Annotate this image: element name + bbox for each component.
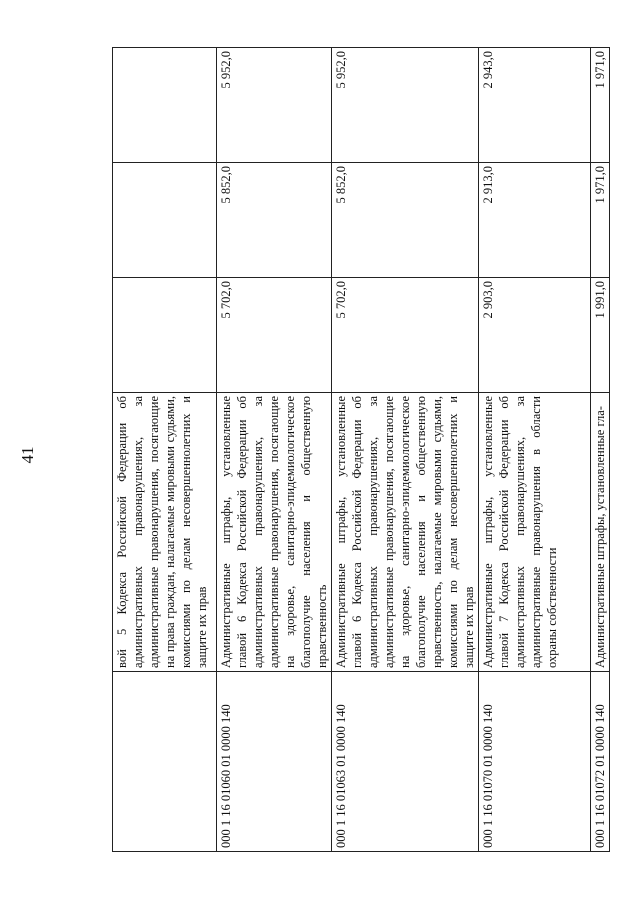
budget-code-cell: 000 1 16 01070 01 0000 140 — [479, 672, 591, 852]
value-cell-year-1: 1 991,0 — [591, 278, 610, 393]
budget-code-cell: 000 1 16 01063 01 0000 140 — [332, 672, 479, 852]
value-cell-year-1: 5 702,0 — [217, 278, 332, 393]
description-cell: Административные штрафы, установленные главой 6 Кодекса Российской Федерации об административных правонарушениях, за административные правонарушения, посягающие на здоровье, санитарно-эпидемиологическое благополучие населения и общественную нравственность, налагаемые мировыми судьями, комиссиями по делам несовершеннолетних и защите их прав — [332, 393, 479, 672]
revenue-table — [112, 47, 610, 852]
rotated-page-region — [112, 48, 607, 852]
value-cell-year-1: 2 903,0 — [479, 278, 591, 393]
page-number: 41 — [18, 446, 37, 464]
description-cell: вой 5 Кодекса Российской Федерации об административных правонарушениях, за административные правонарушения, посягающие на права граждан, налагаемые мировыми судьями, комиссиями по делам несовершеннолетних и защите их прав — [113, 393, 217, 672]
description-cell: Административные штрафы, установленные гла- — [591, 393, 610, 672]
value-cell-year-3: 2 943,0 — [479, 48, 591, 163]
value-cell-year-1: 5 702,0 — [332, 278, 479, 393]
value-cell-year-2: 1 971,0 — [591, 163, 610, 278]
value-cell-year-2: 5 852,0 — [332, 163, 479, 278]
description-cell: Административные штрафы, установленные главой 6 Кодекса Российской Федерации об административных правонарушениях, за административные правонарушения, посягающие на здоровье, санитарно-эпидемиологическое благополучие населения и общественную нравственность — [217, 393, 332, 672]
rotated-table-container — [112, 48, 607, 852]
budget-code-cell: 000 1 16 01060 01 0000 140 — [217, 672, 332, 852]
table-row — [217, 48, 332, 852]
value-cell-year-3: 5 952,0 — [332, 48, 479, 163]
value-cell-year-3: 1 971,0 — [591, 48, 610, 163]
budget-code-cell: 000 1 16 01072 01 0000 140 — [591, 672, 610, 852]
value-cell-year-2: 5 852,0 — [217, 163, 332, 278]
value-cell-year-3: 5 952,0 — [217, 48, 332, 163]
table-row — [332, 48, 479, 852]
value-cell-year-2 — [113, 163, 217, 278]
table-row — [591, 48, 610, 852]
budget-code-cell — [113, 672, 217, 852]
value-cell-year-1 — [113, 278, 217, 393]
table-row — [479, 48, 591, 852]
value-cell-year-3 — [113, 48, 217, 163]
value-cell-year-2: 2 913,0 — [479, 163, 591, 278]
description-cell: Административные штрафы, установленные главой 7 Кодекса Российской Федерации об административных правонарушениях, за административные правонарушения в области охраны собственности — [479, 393, 591, 672]
table-row — [113, 48, 217, 852]
